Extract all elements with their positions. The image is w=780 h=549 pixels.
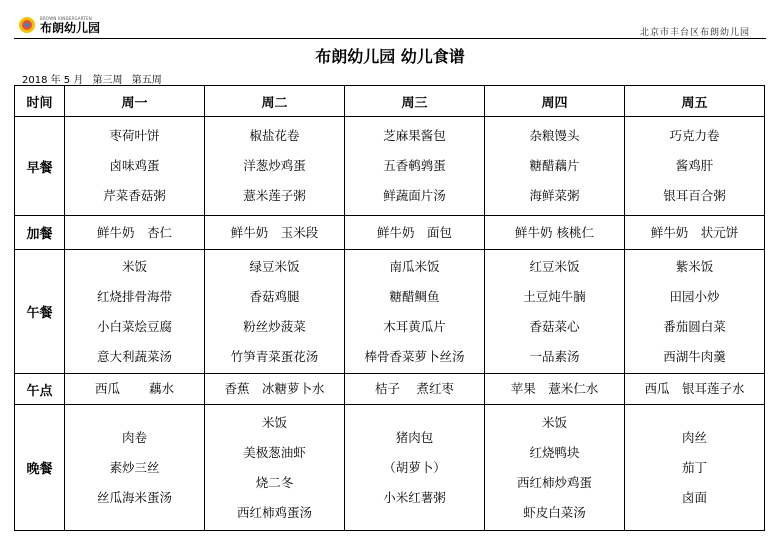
dish-list [345, 117, 484, 215]
dish-item: 卤面 [681, 489, 707, 505]
menu-cell-dinner-thu [485, 405, 625, 531]
dish-item: 西湖牛肉羹 [663, 348, 726, 364]
dish-item: 红豆米饭 [529, 258, 580, 274]
table-row-snack2 [15, 374, 765, 405]
dish-item: 意大利蔬菜汤 [96, 348, 172, 364]
dish-list [205, 250, 344, 373]
dish-item: 红烧鸭块 [529, 444, 580, 460]
dish-list [485, 117, 624, 215]
dish-item: 肉丝 [681, 429, 707, 445]
day-header-wed: 周三 [345, 86, 485, 117]
dish-list [625, 374, 764, 404]
dish-list [205, 117, 344, 215]
dish-list [65, 250, 204, 373]
dish-item: 竹笋青菜蛋花汤 [230, 348, 319, 364]
dish-item: 桔子 煮红枣 [375, 381, 454, 396]
menu-cell-lunch-tue [205, 250, 345, 374]
table-header-row [15, 86, 765, 117]
menu-cell-dinner-wed [345, 405, 485, 531]
week-day-label: 第五周 [131, 75, 162, 86]
dish-item: 海鲜菜粥 [529, 188, 580, 203]
school-address: 北京市丰台区布朗幼儿园 [639, 28, 750, 38]
table-row-breakfast [15, 117, 765, 216]
dish-list [65, 374, 204, 404]
menu-cell-snack1-thu [485, 216, 625, 250]
dish-item: 米饭 [121, 258, 147, 274]
dish-item: 田园小炒 [669, 288, 720, 304]
dish-item: 绿豆米饭 [249, 258, 300, 274]
meal-label-lunch: 午餐 [15, 250, 65, 374]
dish-list [485, 250, 624, 373]
dish-item: 巧克力卷 [669, 128, 720, 143]
dish-list [625, 250, 764, 373]
dish-item: 糖醋鲷鱼 [389, 288, 440, 304]
menu-cell-snack2-thu [485, 374, 625, 405]
logo-text-cn: 布朗幼儿园 [40, 20, 101, 35]
menu-cell-snack1-wed [345, 216, 485, 250]
table-row-dinner [15, 405, 765, 531]
dish-item: 香菇菜心 [529, 318, 580, 334]
dish-list [205, 374, 344, 404]
menu-cell-dinner-fri [625, 405, 765, 531]
dish-item: 米饭 [541, 414, 567, 430]
dish-list [485, 374, 624, 404]
dish-item: 美极葱油虾 [243, 444, 306, 460]
dish-item: 棒骨香菜萝卜丝汤 [364, 348, 465, 364]
dish-list [485, 216, 624, 249]
dish-item: 素炒三丝 [109, 459, 160, 475]
day-header-tue: 周二 [205, 86, 345, 117]
menu-cell-dinner-tue [205, 405, 345, 531]
dish-item: 肉卷 [121, 429, 147, 445]
dish-item: 猪肉包 [395, 429, 434, 445]
menu-cell-snack2-tue [205, 374, 345, 405]
dish-item: 茄丁 [681, 459, 707, 475]
day-header-thu: 周四 [485, 86, 625, 117]
menu-cell-breakfast-tue [205, 117, 345, 216]
dish-list [345, 216, 484, 249]
dish-item: 薏米莲子粥 [243, 188, 306, 203]
dish-item: 杂粮馒头 [529, 128, 580, 143]
day-header-mon: 周一 [65, 86, 205, 117]
dish-list [345, 250, 484, 373]
day-header-fri: 周五 [625, 86, 765, 117]
menu-table [14, 85, 765, 531]
dish-item: 西红柿炒鸡蛋 [516, 474, 592, 490]
week-number: 第三周 [92, 75, 123, 86]
meal-label-dinner: 晚餐 [15, 405, 65, 531]
dish-list [625, 405, 764, 530]
menu-cell-lunch-fri [625, 250, 765, 374]
dish-list [345, 405, 484, 530]
dish-item: 番茄圆白菜 [663, 318, 726, 334]
dish-item: 红烧排骨海带 [96, 288, 172, 304]
corner-header: 时间 [15, 86, 65, 117]
menu-cell-breakfast-fri [625, 117, 765, 216]
menu-cell-snack2-mon [65, 374, 205, 405]
menu-cell-lunch-thu [485, 250, 625, 374]
menu-cell-snack2-wed [345, 374, 485, 405]
dish-item: 椒盐花卷 [249, 128, 300, 143]
logo-text [40, 17, 100, 34]
dish-item: 虾皮白菜汤 [523, 504, 586, 520]
dish-list [65, 405, 204, 530]
menu-cell-breakfast-mon [65, 117, 205, 216]
dish-item: 卤味鸡蛋 [109, 158, 160, 173]
school-logo [18, 14, 100, 36]
menu-cell-snack1-fri [625, 216, 765, 250]
dish-item: 鲜蔬面片汤 [383, 188, 446, 203]
dish-item: 鲜牛奶 杏仁 [96, 224, 172, 240]
dish-item: 糖醋藕片 [529, 158, 580, 173]
meal-label-snack2: 午点 [15, 374, 65, 405]
menu-cell-snack1-tue [205, 216, 345, 250]
dish-item: 西瓜 藕水 [95, 381, 174, 396]
dish-item: 银耳百合粥 [663, 188, 726, 203]
dish-item: 丝瓜海米蛋汤 [96, 489, 172, 505]
menu-cell-snack2-fri [625, 374, 765, 405]
dish-list [625, 117, 764, 215]
dish-item: 鲜牛奶 核桃仁 [515, 224, 594, 240]
dish-item: 芹菜香菇粥 [103, 188, 166, 203]
dish-item: 小米红薯粥 [383, 489, 446, 505]
table-row-lunch [15, 250, 765, 374]
meal-label-snack1: 加餐 [15, 216, 65, 250]
dish-item: 香菇鸡腿 [249, 288, 300, 304]
dish-item: 烧二冬 [255, 474, 294, 490]
dish-item: 紫米饭 [675, 258, 714, 274]
week-date: 2018 年 5 月 [22, 75, 84, 86]
dish-item: 鲜牛奶 面包 [376, 224, 452, 240]
dish-list [485, 405, 624, 530]
dish-item: 小白菜烩豆腐 [96, 318, 172, 334]
menu-cell-lunch-wed [345, 250, 485, 374]
dish-item: 米饭 [261, 414, 287, 430]
meal-label-breakfast: 早餐 [15, 117, 65, 216]
menu-cell-dinner-mon [65, 405, 205, 531]
menu-cell-lunch-mon [65, 250, 205, 374]
dish-item: 南瓜米饭 [389, 258, 440, 274]
dish-item: 鲜牛奶 状元饼 [650, 224, 739, 240]
dish-list [345, 374, 484, 404]
week-info [22, 71, 168, 86]
page-title: 布朗幼儿园 幼儿食谱 [315, 47, 465, 66]
dish-item: 枣荷叶饼 [109, 128, 160, 143]
dish-item: 粉丝炒菠菜 [243, 318, 306, 334]
dish-item: （胡萝卜） [383, 459, 446, 475]
dish-list [205, 405, 344, 530]
menu-cell-snack1-mon [65, 216, 205, 250]
dish-list [625, 216, 764, 249]
dish-item: 木耳黄瓜片 [383, 318, 446, 334]
table-row-snack1 [15, 216, 765, 250]
dish-item: 酱鸡肝 [675, 158, 714, 173]
dish-item: 西瓜 银耳莲子水 [644, 381, 745, 396]
logo-text-en: BROWN KINDERGARTEN [40, 15, 92, 21]
dish-item: 鲜牛奶 玉米段 [230, 224, 319, 240]
dish-item: 香蕉 冰糖萝卜水 [224, 381, 325, 396]
dish-item: 一品素汤 [529, 348, 580, 364]
header-divider [14, 38, 766, 39]
dish-list [205, 216, 344, 249]
menu-cell-breakfast-wed [345, 117, 485, 216]
dish-list [65, 117, 204, 215]
kindergarten-logo-icon [18, 16, 36, 34]
dish-item: 芝麻果酱包 [383, 128, 446, 143]
dish-item: 土豆炖牛腩 [523, 288, 586, 304]
dish-item: 洋葱炒鸡蛋 [243, 158, 306, 173]
dish-item: 五香鹌鹑蛋 [383, 158, 446, 173]
dish-item: 苹果 薏米仁水 [510, 381, 599, 396]
menu-cell-breakfast-thu [485, 117, 625, 216]
dish-item: 西红柿鸡蛋汤 [236, 504, 312, 520]
dish-list [65, 216, 204, 249]
